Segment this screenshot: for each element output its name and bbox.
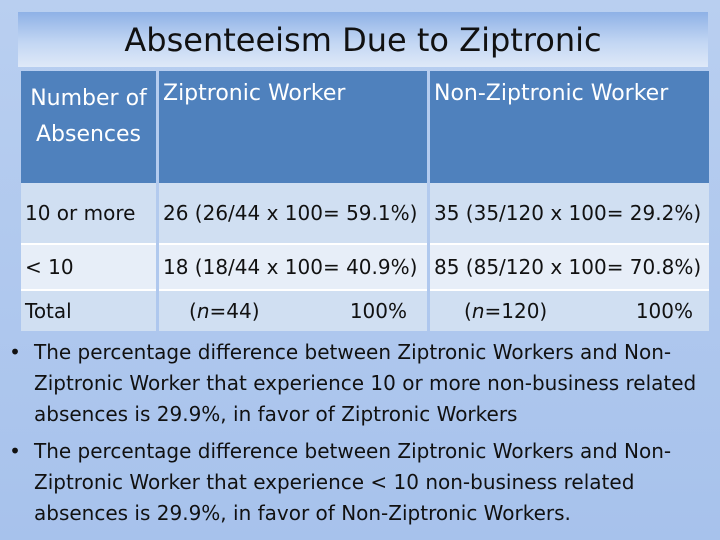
non-ziptronic-total-pct: 100% [635, 299, 693, 323]
non-ziptronic-n: (n=120) [464, 299, 548, 323]
total-label: Total [21, 289, 156, 331]
bullet-list [0, 337, 720, 535]
title-bar [18, 12, 708, 67]
total-row [21, 289, 709, 331]
bullet-icon: • [9, 340, 21, 364]
ziptronic-total-pct: 100% [349, 299, 407, 323]
page-title: Absenteeism Due to Ziptronic [124, 20, 602, 59]
header-non-ziptronic-worker: Non-Ziptronic Worker [430, 71, 709, 183]
ziptronic-cell: 18 (18/44 x 100= 40.9%) [159, 243, 427, 289]
row-label: < 10 [21, 243, 156, 289]
non-ziptronic-cell: 35 (35/120 x 100= 29.2%) [430, 183, 709, 243]
non-ziptronic-cell: 85 (85/120 x 100= 70.8%) [430, 243, 709, 289]
table-row [21, 183, 709, 243]
bullet-icon: • [9, 439, 21, 463]
header-ziptronic-worker: Ziptronic Worker [159, 71, 427, 183]
absenteeism-table [18, 71, 712, 331]
bullet-text: The percentage difference between Ziptronic Workers and Non-Ziptronic Worker that experience < 10 non-business related absences is 29.9%, in favor of Non-Ziptronic Workers. [34, 439, 672, 525]
non-ziptronic-total-cell [430, 289, 709, 331]
list-item [0, 337, 720, 430]
ziptronic-total-cell [159, 289, 427, 331]
ziptronic-cell: 26 (26/44 x 100= 59.1%) [159, 183, 427, 243]
bullet-text: The percentage difference between Ziptronic Workers and Non-Ziptronic Worker that experience 10 or more non-business related absences is 29.9%, in favor of Ziptronic Workers [34, 340, 697, 426]
table-row [21, 243, 709, 289]
list-item [0, 436, 720, 529]
table-header-row [21, 71, 709, 183]
row-label: 10 or more [21, 183, 156, 243]
header-number-of-absences: Number of Absences [21, 71, 156, 183]
ziptronic-n: (n=44) [189, 299, 260, 323]
